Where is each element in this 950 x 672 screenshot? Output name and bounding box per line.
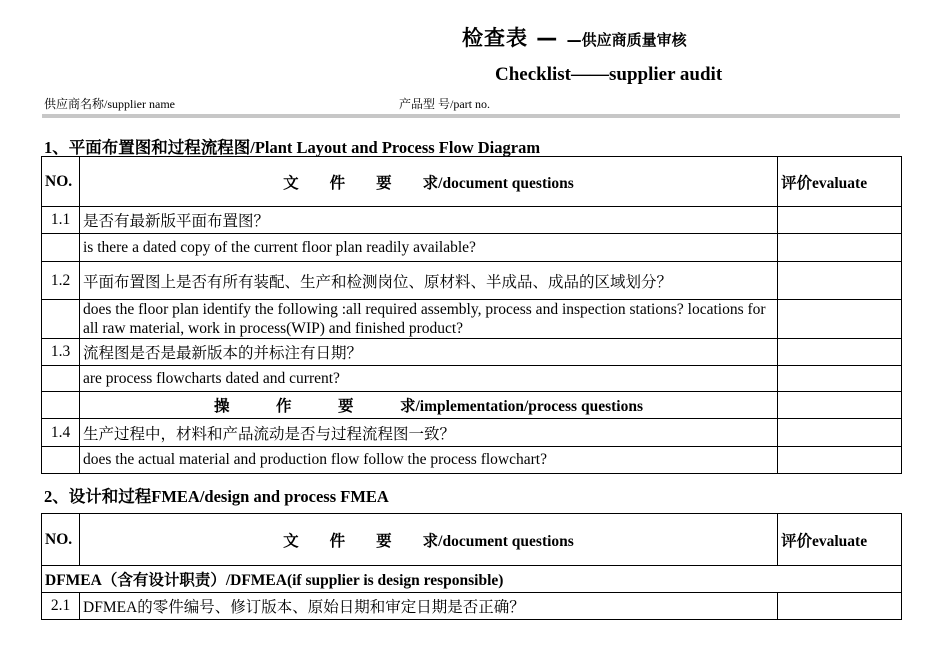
table-row [42,300,902,339]
question-text: DFMEA的零件编号、修订版本、原始日期和审定日期是否正确？ [80,593,778,620]
table-subheader-row [42,566,902,593]
dfmea-subheader: DFMEA（含有设计职责）/DFMEA(if supplier is design responsible) [42,566,902,593]
table-row [42,593,902,620]
header-divider [42,114,900,118]
table-header-row [42,514,902,566]
row-number: 2.1 [42,593,80,620]
implementation-subheader: 操 作 要 求/implementation/process questions [80,392,778,419]
evaluate-cell[interactable] [778,366,902,392]
table-row [42,366,902,392]
table-header-row [42,157,902,207]
table-row [42,419,902,447]
evaluate-cell[interactable] [778,593,902,620]
question-text: 流程图是否是最新版本的并标注有日期？ [80,339,778,366]
row-number [42,366,80,392]
table-row [42,447,902,474]
evaluate-cell[interactable] [778,339,902,366]
col-evaluate-header: 评价evaluate [778,514,902,566]
table-row [42,234,902,262]
section-2-title: 2、设计和过程FMEA/design and process FMEA [44,487,389,506]
question-text: does the floor plan identify the following :all required assembly, process and inspection stations? locations for all raw material, work in process(WIP) and finished product? [80,300,778,339]
row-number: 1.3 [42,339,80,366]
question-text: are process flowcharts dated and current? [80,366,778,392]
row-number: 1.1 [42,207,80,234]
table-subheader-row [42,392,902,419]
question-text: 生产过程中，材料和产品流动是否与过程流程图一致？ [80,419,778,447]
title-cn-sub: —供应商质量审核 [566,31,687,49]
row-number: 1.2 [42,262,80,300]
question-text: does the actual material and production flow follow the process flowchart? [80,447,778,474]
table-row [42,207,902,234]
row-number [42,447,80,474]
evaluate-cell[interactable] [778,234,902,262]
supplier-name-label: 供应商名称/supplier name [44,97,175,111]
section-2-table [41,513,902,620]
evaluate-cell[interactable] [778,419,902,447]
evaluate-cell[interactable] [778,262,902,300]
question-text: is there a dated copy of the current floor plan readily available? [80,234,778,262]
question-text: 平面布置图上是否有所有装配、生产和检测岗位、原材料、半成品、成品的区域划分？ [80,262,778,300]
col-evaluate-header: 评价evaluate [778,157,902,207]
col-no-header: NO. [42,514,80,566]
evaluate-cell[interactable] [778,300,902,339]
col-question-header: 文 件 要 求/document questions [80,157,778,207]
section-1-table [41,156,902,474]
section-1-title: 1、平面布置图和过程流程图/Plant Layout and Process Flow Diagram [44,138,541,157]
evaluate-cell[interactable] [778,207,902,234]
evaluate-cell[interactable] [778,392,902,419]
col-no-header: NO. [42,157,80,207]
page-title-cn [462,22,687,52]
table-row [42,262,902,300]
row-number [42,234,80,262]
title-cn-main: 检查表 — [462,26,567,50]
page-title-en: Checklist——supplier audit [495,64,723,85]
empty-cell [42,392,80,419]
part-no-label: 产品型 号/part no. [399,97,490,111]
question-text: 是否有最新版平面布置图？ [80,207,778,234]
table-row [42,339,902,366]
col-question-header: 文 件 要 求/document questions [80,514,778,566]
evaluate-cell[interactable] [778,447,902,474]
row-number: 1.4 [42,419,80,447]
row-number [42,300,80,339]
